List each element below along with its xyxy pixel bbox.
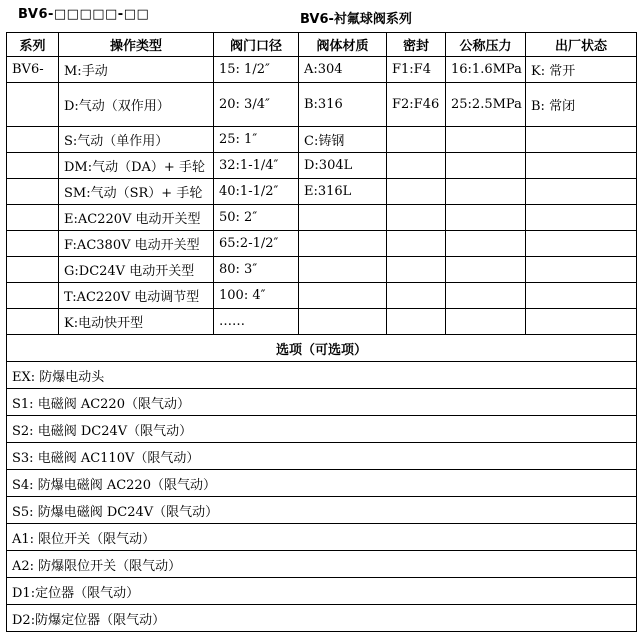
factory-state-cell <box>526 257 637 283</box>
factory-state-cell <box>526 309 637 335</box>
body-material-cell <box>299 205 387 231</box>
series-cell <box>7 257 59 283</box>
series-cell <box>7 153 59 179</box>
model-code-pattern: BV6-□□□□□-□□ <box>18 7 150 22</box>
series-cell <box>7 127 59 153</box>
table-row <box>7 283 637 309</box>
column-header: 公称压力 <box>446 33 526 57</box>
table-row <box>7 205 637 231</box>
column-header: 出厂状态 <box>526 33 637 57</box>
options-header-row <box>7 335 637 362</box>
valve-size-cell: 80: 3″ <box>214 257 299 283</box>
valve-size-cell: 20: 3/4″ <box>214 83 299 127</box>
table-row <box>7 179 637 205</box>
series-cell <box>7 179 59 205</box>
series-title: BV6-衬氟球阀系列 <box>300 12 412 27</box>
option-item: S3: 电磁阀 AC110V（限气动） <box>7 443 637 470</box>
option-item: S1: 电磁阀 AC220（限气动） <box>7 389 637 416</box>
valve-size-cell: 40:1-1/2″ <box>214 179 299 205</box>
series-cell <box>7 231 59 257</box>
factory-state-cell <box>526 283 637 309</box>
body-material-cell <box>299 257 387 283</box>
table-row <box>7 309 637 335</box>
factory-state-cell <box>526 205 637 231</box>
valve-size-cell: 15: 1/2″ <box>214 57 299 83</box>
body-material-cell: A:304 <box>299 57 387 83</box>
operation-type-cell: SM:气动（SR）+ 手轮 <box>59 179 214 205</box>
seal-cell <box>387 127 446 153</box>
option-row <box>7 470 637 497</box>
body-material-cell: D:304L <box>299 153 387 179</box>
operation-type-cell: S:气动（单作用） <box>59 127 214 153</box>
option-row <box>7 578 637 605</box>
valve-size-cell: 25: 1″ <box>214 127 299 153</box>
option-item: S4: 防爆电磁阀 AC220（限气动） <box>7 470 637 497</box>
seal-cell: F2:F46 <box>387 83 446 127</box>
factory-state-cell: K: 常开 <box>526 57 637 83</box>
table-row <box>7 57 637 83</box>
options-title: 选项（可选项） <box>7 335 637 362</box>
column-header: 阀体材质 <box>299 33 387 57</box>
body-material-cell <box>299 309 387 335</box>
operation-type-cell: T:AC220V 电动调节型 <box>59 283 214 309</box>
column-header: 阀门口径 <box>214 33 299 57</box>
option-item: A2: 防爆限位开关（限气动） <box>7 551 637 578</box>
series-cell <box>7 83 59 127</box>
option-item: S5: 防爆电磁阀 DC24V（限气动） <box>7 497 637 524</box>
series-cell: BV6- <box>7 57 59 83</box>
option-row <box>7 362 637 389</box>
operation-type-cell: E:AC220V 电动开关型 <box>59 205 214 231</box>
nominal-pressure-cell <box>446 309 526 335</box>
option-row <box>7 524 637 551</box>
nominal-pressure-cell: 25:2.5MPa <box>446 83 526 127</box>
seal-cell <box>387 309 446 335</box>
valve-size-cell: 100: 4″ <box>214 283 299 309</box>
factory-state-cell <box>526 179 637 205</box>
table-row <box>7 257 637 283</box>
nominal-pressure-cell <box>446 127 526 153</box>
operation-type-cell: D:气动（双作用） <box>59 83 214 127</box>
factory-state-cell <box>526 127 637 153</box>
body-material-cell <box>299 283 387 309</box>
nominal-pressure-cell <box>446 283 526 309</box>
factory-state-cell <box>526 231 637 257</box>
valve-size-cell: 65:2-1/2″ <box>214 231 299 257</box>
body-material-cell: B:316 <box>299 83 387 127</box>
table-header-row <box>7 33 637 57</box>
option-row <box>7 551 637 578</box>
column-header: 密封 <box>387 33 446 57</box>
nominal-pressure-cell <box>446 153 526 179</box>
valve-size-cell: 32:1-1/4″ <box>214 153 299 179</box>
option-row <box>7 389 637 416</box>
series-cell <box>7 205 59 231</box>
seal-cell <box>387 153 446 179</box>
operation-type-cell: G:DC24V 电动开关型 <box>59 257 214 283</box>
body-material-cell <box>299 231 387 257</box>
factory-state-cell: B: 常闭 <box>526 83 637 127</box>
option-item: A1: 限位开关（限气动） <box>7 524 637 551</box>
document-header <box>0 0 640 32</box>
seal-cell <box>387 205 446 231</box>
model-selection-table <box>6 32 637 632</box>
seal-cell <box>387 283 446 309</box>
option-item: D2:防爆定位器（限气动） <box>7 605 637 632</box>
option-item: EX: 防爆电动头 <box>7 362 637 389</box>
table-row <box>7 83 637 127</box>
nominal-pressure-cell <box>446 231 526 257</box>
valve-size-cell: 50: 2″ <box>214 205 299 231</box>
option-row <box>7 497 637 524</box>
table-row <box>7 231 637 257</box>
operation-type-cell: DM:气动（DA）+ 手轮 <box>59 153 214 179</box>
seal-cell <box>387 231 446 257</box>
nominal-pressure-cell <box>446 205 526 231</box>
nominal-pressure-cell: 16:1.6MPa <box>446 57 526 83</box>
seal-cell: F1:F4 <box>387 57 446 83</box>
operation-type-cell: M:手动 <box>59 57 214 83</box>
series-cell <box>7 309 59 335</box>
series-cell <box>7 283 59 309</box>
table-row <box>7 153 637 179</box>
body-material-cell: E:316L <box>299 179 387 205</box>
option-item: S2: 电磁阀 DC24V（限气动） <box>7 416 637 443</box>
table-row <box>7 127 637 153</box>
nominal-pressure-cell <box>446 179 526 205</box>
factory-state-cell <box>526 153 637 179</box>
seal-cell <box>387 257 446 283</box>
column-header: 系列 <box>7 33 59 57</box>
option-item: D1:定位器（限气动） <box>7 578 637 605</box>
nominal-pressure-cell <box>446 257 526 283</box>
option-row <box>7 605 637 632</box>
column-header: 操作类型 <box>59 33 214 57</box>
operation-type-cell: K:电动快开型 <box>59 309 214 335</box>
option-row <box>7 443 637 470</box>
body-material-cell: C:铸钢 <box>299 127 387 153</box>
option-row <box>7 416 637 443</box>
operation-type-cell: F:AC380V 电动开关型 <box>59 231 214 257</box>
valve-size-cell: …… <box>214 309 299 335</box>
seal-cell <box>387 179 446 205</box>
